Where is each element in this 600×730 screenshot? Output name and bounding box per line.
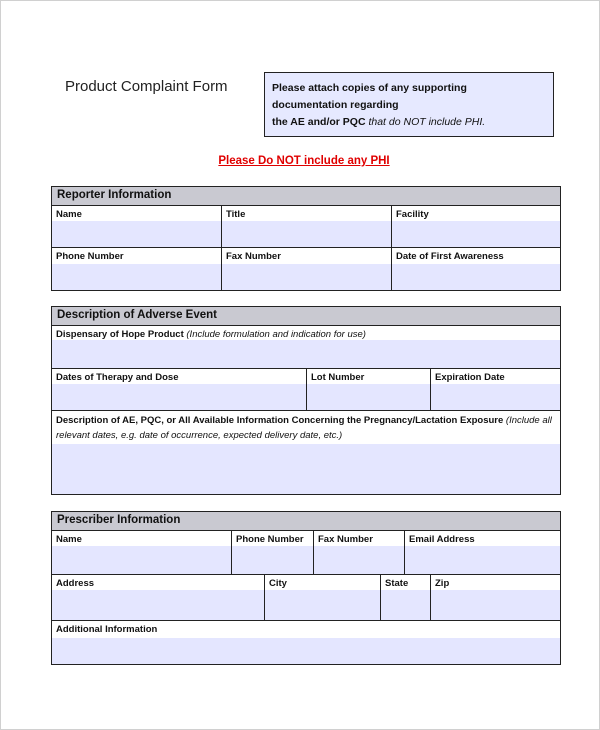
prescriber-phone-label: Phone Number — [236, 534, 304, 545]
reporter-phone-field[interactable] — [52, 248, 222, 290]
prescriber-row-3 — [52, 621, 560, 664]
adverse-event-header: Description of Adverse Event — [52, 307, 560, 326]
form-title: Product Complaint Form — [65, 78, 228, 95]
lot-number-field[interactable] — [307, 369, 431, 410]
notice-line-2-italic: that do NOT include PHI. — [365, 116, 486, 128]
therapy-dates-dose-label: Dates of Therapy and Dose — [56, 372, 179, 383]
prescriber-name-field[interactable] — [52, 531, 232, 574]
expiration-date-field[interactable] — [431, 369, 560, 410]
prescriber-phone-field[interactable] — [232, 531, 314, 574]
prescriber-state-field[interactable] — [381, 575, 431, 620]
reporter-name-label: Name — [56, 209, 82, 220]
adverse-row-2 — [52, 369, 560, 411]
expiration-date-label: Expiration Date — [435, 372, 505, 383]
notice-line-2-bold: the AE and/or PQC — [272, 116, 366, 128]
adverse-row-3 — [52, 411, 560, 494]
lot-number-label: Lot Number — [311, 372, 365, 383]
adverse-event-section — [51, 306, 561, 495]
reporter-row-2 — [52, 248, 560, 290]
reporter-row-1 — [52, 206, 560, 248]
prescriber-zip-label: Zip — [435, 578, 450, 589]
prescriber-address-label: Address — [56, 578, 95, 589]
notice-line-2 — [272, 114, 545, 131]
prescriber-row-1 — [52, 531, 560, 575]
ae-description-field[interactable] — [52, 411, 560, 494]
reporter-first-awareness-field[interactable] — [392, 248, 560, 290]
reporter-name-field[interactable] — [52, 206, 222, 247]
attachment-notice-box — [264, 72, 554, 137]
prescriber-city-label: City — [269, 578, 287, 589]
notice-line-1: Please attach copies of any supporting documentation regarding — [272, 82, 467, 111]
ae-description-label — [56, 415, 552, 441]
additional-information-label: Additional Information — [56, 624, 158, 635]
prescriber-section — [51, 511, 561, 665]
reporter-title-label: Title — [226, 209, 246, 220]
reporter-phone-label: Phone Number — [56, 251, 124, 262]
reporter-header: Reporter Information — [52, 187, 560, 206]
prescriber-email-label: Email Address — [409, 534, 475, 545]
phi-warning: Please Do NOT include any PHI — [218, 155, 390, 167]
reporter-first-awareness-label: Date of First Awareness — [396, 251, 504, 262]
adverse-row-1 — [52, 326, 560, 369]
reporter-fax-label: Fax Number — [226, 251, 281, 262]
prescriber-row-2 — [52, 575, 560, 621]
prescriber-zip-field[interactable] — [431, 575, 560, 620]
ae-description-label-italic: (Include all relevant dates, e.g. date of occurrence, expected delivery date, etc.) — [56, 415, 552, 441]
prescriber-fax-field[interactable] — [314, 531, 405, 574]
reporter-facility-field[interactable] — [392, 206, 560, 247]
additional-information-field[interactable] — [52, 621, 560, 664]
therapy-dates-dose-field[interactable] — [52, 369, 307, 410]
prescriber-email-field[interactable] — [405, 531, 560, 574]
dispensary-product-label-italic: (Include formulation and indication for use) — [183, 329, 366, 340]
prescriber-state-label: State — [385, 578, 409, 589]
dispensary-product-label-bold: Dispensary of Hope Product — [56, 329, 184, 340]
reporter-section — [51, 186, 561, 291]
prescriber-city-field[interactable] — [265, 575, 381, 620]
reporter-facility-label: Facility — [396, 209, 429, 220]
prescriber-address-field[interactable] — [52, 575, 265, 620]
prescriber-name-label: Name — [56, 534, 82, 545]
dispensary-product-field[interactable] — [52, 326, 560, 368]
ae-description-label-bold: Description of AE, PQC, or All Available Information Concerning the Pregnancy/Lactation Exposure — [56, 415, 504, 426]
prescriber-header: Prescriber Information — [52, 512, 560, 531]
dispensary-product-label — [56, 329, 366, 340]
reporter-title-field[interactable] — [222, 206, 392, 247]
prescriber-fax-label: Fax Number — [318, 534, 373, 545]
reporter-fax-field[interactable] — [222, 248, 392, 290]
